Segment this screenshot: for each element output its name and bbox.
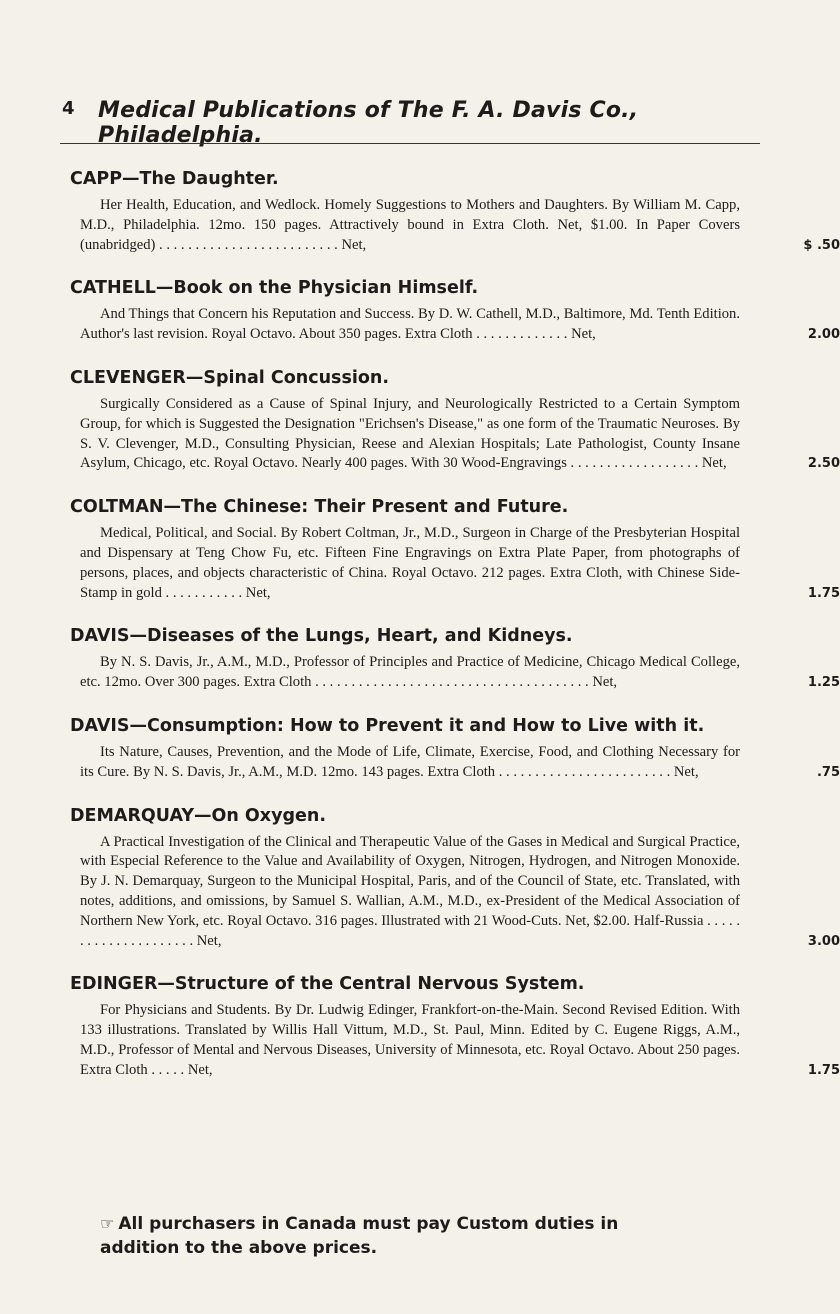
entry-text: And Things that Concern his Reputation and Success. By D. W. Cathell, M.D., Baltimore, Md. Tenth Edition. Author's last revision. Royal Octavo. About 350 pages. Extra Cloth . . . . . . . . . . . . . Net,	[80, 306, 740, 343]
entry-text: For Physicians and Students. By Dr. Ludwig Edinger, Frankfort-on-the-Main. Second Revised Edition. With 133 illustrations. Translated by Willis Hall Vittum, M.D., St. Paul, Minn. Edited by C. Eugene Riggs, A.M., M.D., Professor of Mental and Nervous Diseases, University of Minnesota, etc. Royal Octavo. About 250 pages. Extra Cloth . . . . . Net,	[80, 1002, 740, 1078]
catalog-entry-edinger	[70, 973, 840, 1080]
entry-description	[80, 524, 840, 603]
entry-price: 2.00	[807, 327, 840, 343]
pointing-hand-icon: ☞	[100, 1214, 115, 1233]
entry-text: Surgically Considered as a Cause of Spinal Injury, and Neurologically Restricted to a Certain Symptom Group, for which is Suggested the Designation "Erichsen's Disease," as one form of the Traumatic Neuroses. By S. V. Clevenger, M.D., Consulting Physician, Reese and Alexian Hospitals; Late Pathologist, County Insane Asylum, Chicago, etc. Royal Octavo. Nearly 400 pages. With 30 Wood-Engravings . . . . . . . . . . . . . . . . . . Net,	[80, 395, 740, 472]
entry-description	[80, 305, 840, 345]
entry-price: $ .50	[803, 237, 840, 253]
entry-text: Medical, Political, and Social. By Robert Coltman, Jr., M.D., Surgeon in Charge of the Presbyterian Hospital and Dispensary at Teng Chow Fu, etc. Fifteen Fine Engravings on Extra Plate Paper, from photographs of persons, places, and objects characteristic of China. Royal Octavo. 212 pages. Extra Cloth, with Chinese Side-Stamp in gold . . . . . . . . . . . Net,	[80, 525, 740, 601]
catalog-listing	[70, 168, 840, 1103]
customs-notice	[100, 1212, 660, 1260]
entry-description	[80, 833, 840, 952]
entry-description	[80, 1001, 840, 1080]
entry-description	[80, 743, 840, 783]
entry-description	[80, 653, 840, 693]
page-number: 4	[62, 98, 75, 119]
catalog-entry-davis-consumption	[70, 715, 840, 783]
catalog-entry-davis-lungs	[70, 625, 840, 693]
entry-price: 2.50	[807, 456, 840, 472]
header-rule	[60, 143, 760, 144]
entry-title: DEMARQUAY—On Oxygen.	[70, 805, 327, 826]
entry-description	[80, 196, 840, 255]
entry-title: CATHELL—Book on the Physician Himself.	[70, 278, 479, 299]
entry-text: By N. S. Davis, Jr., A.M., M.D., Professor of Principles and Practice of Medicine, Chicago Medical College, etc. 12mo. Over 300 pages. Extra Cloth . . . . . . . . . . . . . . . . . . . . . . . . . . . . . . . . . . . . . . Net,	[80, 654, 740, 691]
entry-title: COLTMAN—The Chinese: Their Present and Future.	[70, 497, 569, 518]
entry-price: 1.75	[807, 585, 840, 601]
entry-price: 3.00	[807, 933, 840, 949]
entry-title: DAVIS—Diseases of the Lungs, Heart, and Kidneys.	[70, 626, 573, 647]
entry-title: DAVIS—Consumption: How to Prevent it and How to Live with it.	[70, 715, 705, 736]
customs-notice-text: All purchasers in Canada must pay Custom duties in addition to the above prices.	[100, 1214, 619, 1258]
entry-text: Its Nature, Causes, Prevention, and the Mode of Life, Climate, Exercise, Food, and Clothing Necessary for its Cure. By N. S. Davis, Jr., A.M., M.D. 12mo. 143 pages. Extra Cloth . . . . . . . . . . . . . . . . . . . . . . . . Net,	[80, 743, 740, 780]
entry-text: A Practical Investigation of the Clinical and Therapeutic Value of the Gases in Medical and Surgical Practice, with Especial Reference to the Value and Availability of Oxygen, Nitrogen, Hydrogen, and Nitrogen Monoxide. By J. N. Demarquay, Surgeon to the Municipal Hospital, Paris, and of the Council of State, etc. Translated, with notes, additions, and omissions, by Samuel S. Wallian, A.M., M.D., ex-President of the Medical Association of Northern New York, etc. Royal Octavo. 316 pages. Illustrated with 21 Wood-Cuts. Net, $2.00. Half-Russia . . . . . . . . . . . . . . . . . . . . . Net,	[80, 833, 740, 949]
catalog-entry-clevenger	[70, 367, 840, 474]
entry-price: .75	[816, 764, 840, 780]
entry-text: Her Health, Education, and Wedlock. Homely Suggestions to Mothers and Daughters. By William M. Capp, M.D., Philadelphia. 12mo. 150 pages. Attractively bound in Extra Cloth. Net, $1.00. In Paper Covers (unabridged) . . . . . . . . . . . . . . . . . . . . . . . . . Net,	[80, 197, 740, 253]
catalog-entry-capp	[70, 168, 840, 255]
catalog-entry-cathell	[70, 277, 840, 345]
entry-price: 1.25	[807, 675, 840, 691]
catalog-entry-demarquay	[70, 805, 840, 952]
entry-title: CAPP—The Daughter.	[70, 169, 279, 189]
catalog-entry-coltman	[70, 496, 840, 603]
entry-price: 1.75	[807, 1062, 840, 1078]
entry-description	[80, 395, 840, 474]
running-head: Medical Publications of The F. A. Davis Co., Philadelphia.	[98, 98, 639, 148]
entry-title: CLEVENGER—Spinal Concussion.	[70, 367, 389, 388]
entry-title: EDINGER—Structure of the Central Nervous System.	[70, 974, 585, 995]
